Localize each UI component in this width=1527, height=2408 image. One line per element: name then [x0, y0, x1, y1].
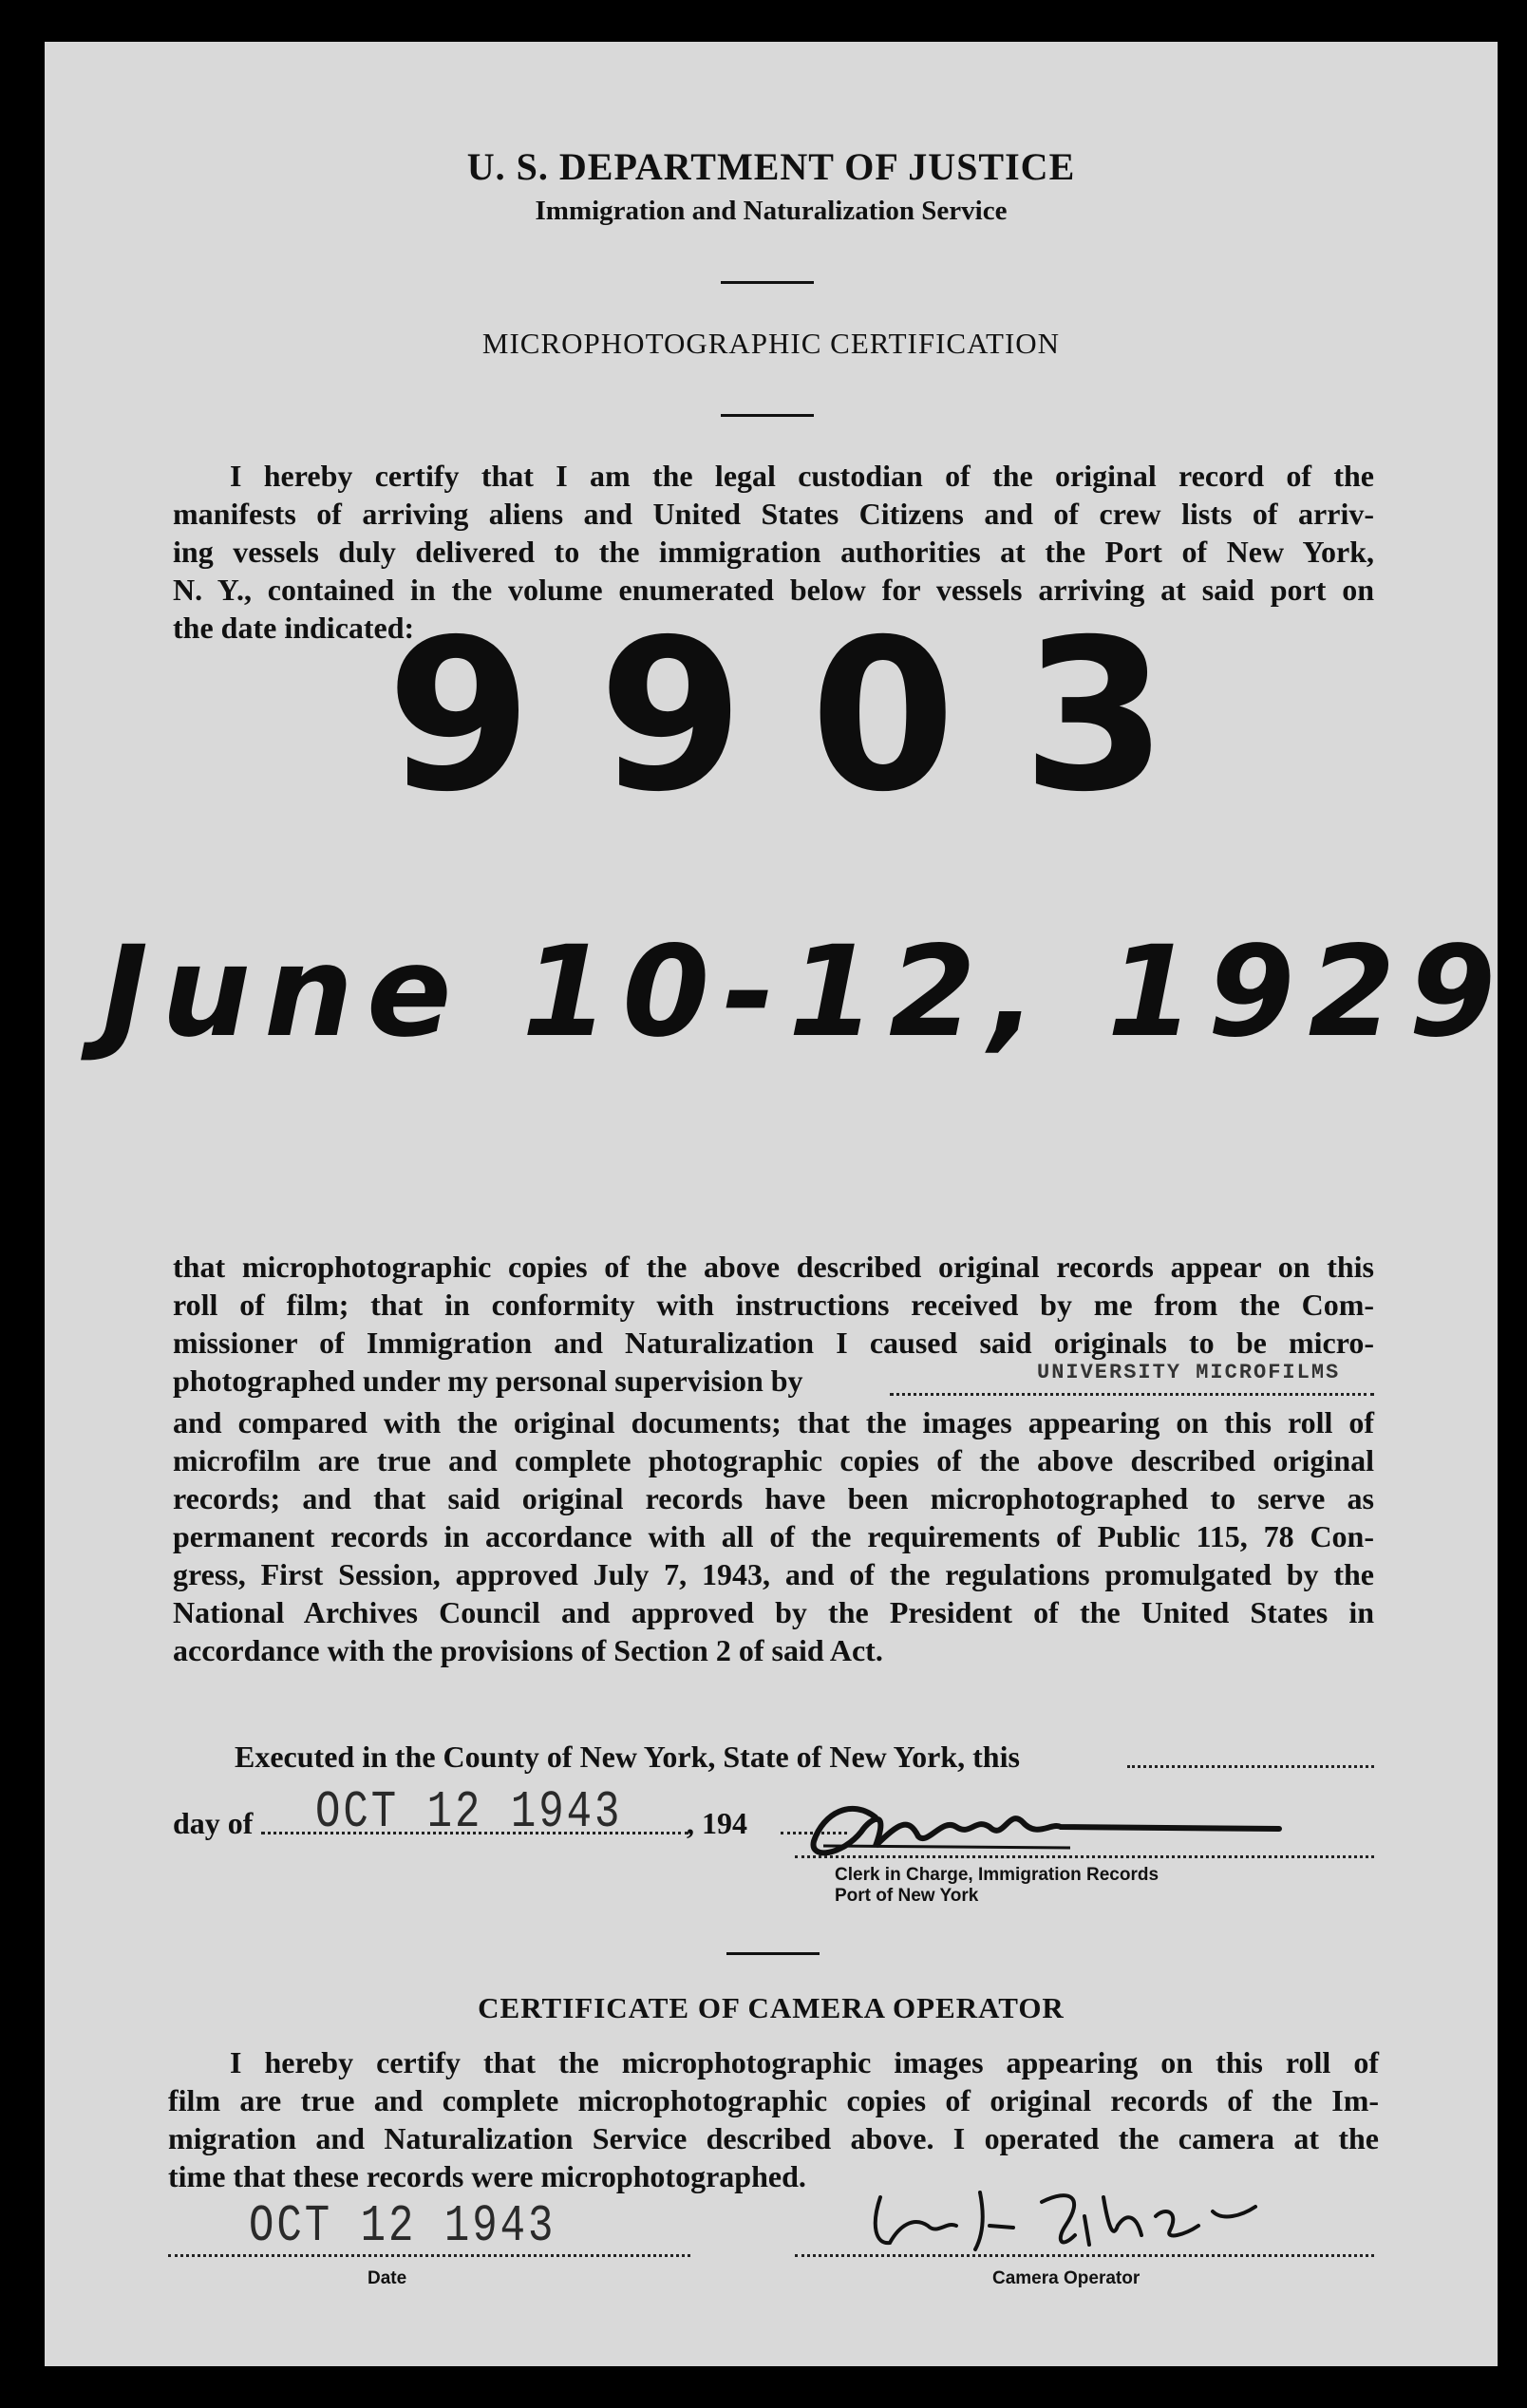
paragraph-line: N. Y., contained in the volume enumerated below for vessels arriving at said port on: [173, 573, 1374, 607]
camera-date-stamp: OCT 12 1943: [249, 2196, 556, 2257]
paragraph-line: missioner of Immigration and Naturalization I caused said originals to be micro-: [173, 1326, 1374, 1360]
typed-company-name: UNIVERSITY MICROFILMS: [1037, 1361, 1341, 1384]
operator-label: Camera Operator: [992, 2268, 1141, 2288]
signature-line: [795, 1855, 1374, 1858]
paragraph-line: time that these records were microphotographed.: [168, 2159, 806, 2193]
paragraph-line: manifests of arriving aliens and United States Citizens and of crew lists of arriv-: [173, 497, 1374, 531]
divider: [726, 1952, 820, 1955]
service-subheading: Immigration and Naturalization Service: [535, 196, 1008, 226]
paragraph-line: I hereby certify that the microphotographic images appearing on this roll of: [230, 2045, 1379, 2079]
paragraph-line: permanent records in accordance with all of the requirements of Public 115, 78 Con-: [173, 1519, 1374, 1553]
microfilm-paragraph: [173, 1248, 1374, 1669]
execution-line: Executed in the County of New York, State of New York, this: [235, 1740, 1020, 1774]
paragraph-line: microfilm are true and complete photographic copies of the above described original: [173, 1443, 1374, 1477]
date-label: Date: [368, 2268, 407, 2288]
paragraph-line: gress, First Session, approved July 7, 1943, and of the regulations promulgated by the: [173, 1557, 1374, 1591]
divider: [721, 414, 814, 417]
handwritten-arrival-date: June 10-12, 1929: [102, 919, 1510, 1065]
paragraph-line: I hereby certify that I am the legal custodian of the original record of the: [230, 459, 1374, 493]
date-stamp: OCT 12 1943: [315, 1782, 623, 1843]
clerk-title: Clerk in Charge, Immigration Records: [835, 1865, 1159, 1885]
divider: [721, 281, 814, 284]
paragraph-line: the date indicated:: [173, 611, 415, 645]
document-sheet: [45, 42, 1510, 2366]
certification-title: MICROPHOTOGRAPHIC CERTIFICATION: [481, 327, 1061, 360]
paragraph-line: accordance with the provisions of Section 2 of said Act.: [173, 1633, 883, 1667]
operator-signature: [823, 2169, 1317, 2273]
signature-line: [795, 2254, 1374, 2257]
paragraph-line: film are true and complete microphotographic copies of original records of the Im-: [168, 2083, 1379, 2117]
paragraph-line: migration and Naturalization Service described above. I operated the camera at the: [168, 2121, 1379, 2155]
clerk-port: Port of New York: [835, 1886, 979, 1906]
year-prefix: , 194: [687, 1806, 747, 1840]
paragraph-line: ing vessels duly delivered to the immigration authorities at the Port of New York,: [173, 535, 1374, 569]
paragraph-line: roll of film; that in conformity with instructions received by me from the Com-: [173, 1288, 1374, 1322]
camera-certificate-title: CERTIFICATE OF CAMERA OPERATOR: [478, 1991, 1065, 2024]
agency-heading: U. S. DEPARTMENT OF JUSTICE: [466, 145, 1076, 188]
paragraph-line: and compared with the original documents; that the images appearing on this roll of: [173, 1405, 1374, 1439]
day-of-label: day of: [173, 1806, 254, 1840]
dotted-fill-line: [890, 1393, 1374, 1396]
paragraph-line-with-field: [173, 1362, 1374, 1403]
paragraph-line: records; and that said original records have been microphotographed to serve as: [173, 1481, 1374, 1515]
dotted-fill-line: [168, 2254, 690, 2257]
paragraph-line: National Archives Council and approved by the President of the United States in: [173, 1595, 1374, 1629]
paragraph-line: that microphotographic copies of the above described original records appear on this: [173, 1250, 1374, 1284]
paragraph-line: photographed under my personal supervision by: [173, 1364, 803, 1398]
handwritten-volume-number: 9903: [386, 594, 1235, 837]
